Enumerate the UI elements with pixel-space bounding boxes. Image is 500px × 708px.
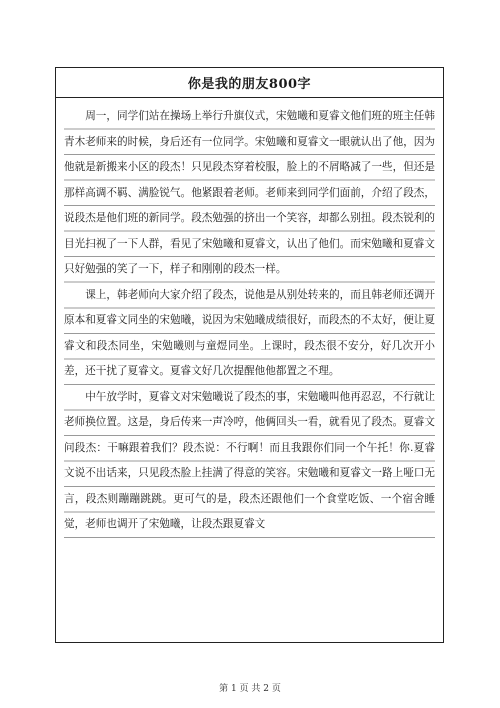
essay-body [56, 98, 443, 538]
paragraph-3: 中午放学时，夏睿文对宋勉曦说了段杰的事，宋勉曦叫他再忍忍，不行就让老师换位置。这是，身后传来一声冷哼，他俩回头一看，就看见了段杰。夏睿文问段杰：干嘛跟着我们？段杰说：不行啊！而且我跟你们同一个午托！你.夏睿文说不出话来，只见段杰脸上挂满了得意的笑容。宋勉曦和夏睿文一路上哑口无言，段杰则蹦蹦跳跳。更可气的是，段杰还跟他们一个食堂吃饭、一个宿舍睡觉，老师也调开了宋勉曦，让段杰跟夏睿文 [64, 385, 435, 538]
paragraph-1: 周一，同学们站在操场上举行升旗仪式，宋勉曦和夏睿文他们班的班主任韩青木老师来的时候，身后还有一位同学。宋勉曦和夏睿文一眼就认出了他，因为他就是新搬来小区的段杰！只见段杰穿着校服，脸上的不屑略减了一些，但还是那样高调不羁、满脸锐气。他紧跟着老师。老师来到同学们面前，介绍了段杰，说段杰是他们班的新同学。段杰勉强的挤出一个笑容，却都么别扭。段杰锐利的目光扫视了一下人群，看见了宋勉曦和夏睿文，认出了他们。而宋勉曦和夏睿文只好勉强的笑了一下，样子和刚刚的段杰一样。 [64, 104, 435, 283]
essay-title: 你是我的朋友800字 [56, 68, 443, 98]
paragraph-2: 课上，韩老师向大家介绍了段杰，说他是从别处转来的，而且韩老师还调开原本和夏睿文同坐的宋勉曦，说因为宋勉曦成绩很好，而段杰的不太好，便让夏睿文和段杰同坐，宋勉曦则与童煜同坐。上课时，段杰很不安分，好几次开小差，还干扰了夏睿文。夏睿文好几次提醒他他都置之不理。 [64, 283, 435, 385]
page-footer: 第 1 页 共 2 页 [219, 684, 281, 694]
essay-table [55, 67, 444, 643]
